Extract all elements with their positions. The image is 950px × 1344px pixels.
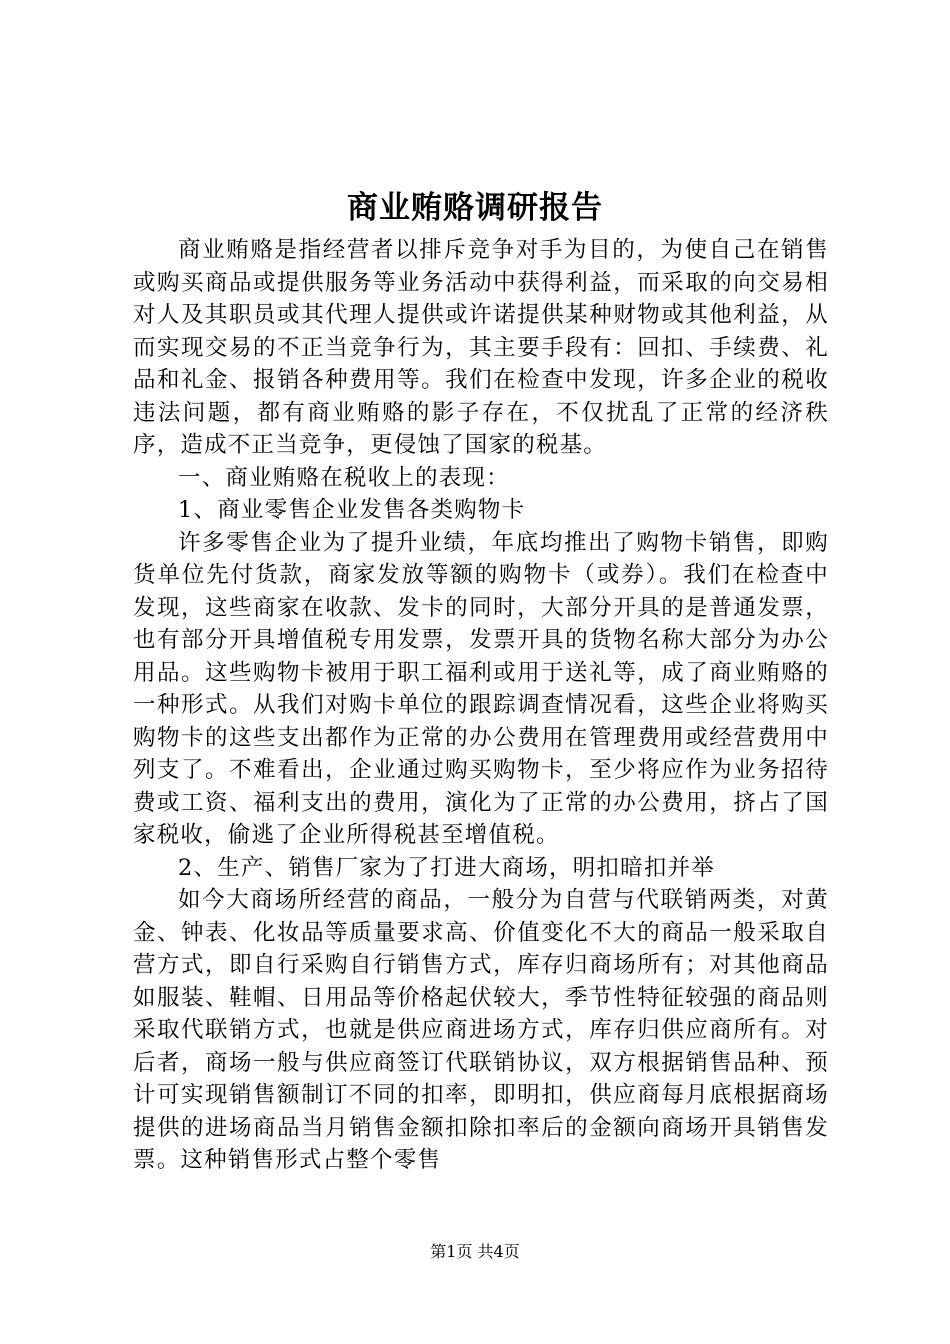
paragraph-shopping-cards: 许多零售企业为了提升业绩，年底均推出了购物卡销售，即购货单位先付货款，商家发放等额的购物卡（或券）。我们在检查中发现，这些商家在收款、发卡的同时，大部分开具的是普通发票，也有部分开具增值税专用发票，发票开具的货物名称大部分为办公用品。这些购物卡被用于职工福利或用于送礼等，成了商业贿赂的一种形式。从我们对购卡单位的跟踪调查情况看，这些企业将购买购物卡的这些支出都作为正常的办公费用在管理费用或经营费用中列支了。不难看出，企业通过购买购物卡，至少将应作为业务招待费或工资、福利支出的费用，演化为了正常的办公费用，挤占了国家税收，偷逃了企业所得税甚至增值税。 (133, 529, 829, 848)
document-body (133, 234, 829, 1177)
page-footer: 第1页 共4页 (430, 1242, 520, 1261)
paragraph-department-stores: 如今大商场所经营的商品，一般分为自营与代联销两类，对黄金、钟表、化妆品等质量要求高、价值变化不大的商品一般采取自营方式，即自行采购自行销售方式，库存归商场所有；对其他商品如服装、鞋帽、日用品等价格起伏较大，季节性特征较强的商品则采取代联销方式，也就是供应商进场方式，库存归供应商所有。对后者，商场一般与供应商签订代联销协议，双方根据销售品种、预计可实现销售额制订不同的扣率，即明扣，供应商每月底根据商场提供的进场商品当月销售金额扣除扣率后的金额向商场开具销售发票。这种销售形式占整个零售 (133, 887, 829, 1173)
subsection-heading-2: 2、生产、销售厂家为了打进大商场，明扣暗扣并举 (178, 854, 715, 881)
paragraph-intro: 商业贿赂是指经营者以排斥竞争对手为目的，为使自己在销售或购买商品或提供服务等业务活动中获得利益，而采取的向交易相对人及其职员或其代理人提供或许诺提供某种财物或其他利益，从而实现交易的不正当竞争行为，其主要手段有：回扣、手续费、礼品和礼金、报销各种费用等。我们在检查中发现，许多企业的税收违法问题，都有商业贿赂的影子存在，不仅扰乱了正常的经济秩序，造成不正当竞争，更侵蚀了国家的税基。 (133, 237, 829, 458)
document-title: 商业贿赂调研报告 (347, 190, 603, 226)
subsection-heading-1: 1、商业零售企业发售各类购物卡 (178, 497, 526, 523)
section-heading-1: 一、商业贿赂在税收上的表现： (178, 464, 510, 491)
